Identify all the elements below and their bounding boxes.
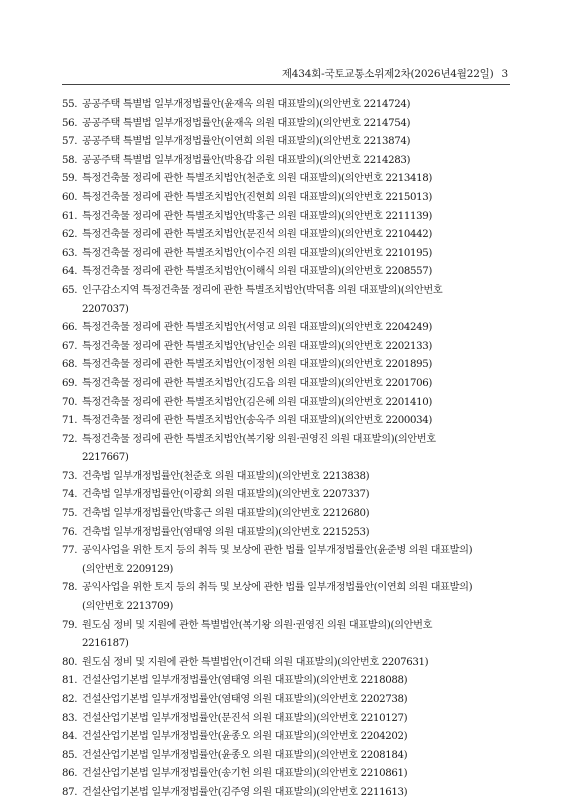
agenda-item-line [62,170,514,189]
agenda-item-line [62,133,514,152]
agenda-item [62,356,514,375]
agenda-item [62,728,514,747]
agenda-item-text: 특정건축물 정리에 관한 특별조치법안(이정헌 의원 대표발의)(의안번호 2201895) [82,359,432,371]
agenda-item [62,691,514,710]
agenda-item-text: 특정건축물 정리에 관한 특별조치법안(이해식 의원 대표발의)(의안번호 2208557) [82,266,432,278]
agenda-item-number: 86. [62,768,78,780]
agenda-item-line [62,431,514,450]
agenda-item-number: 78. [62,582,78,594]
agenda-item-line [62,468,514,487]
agenda-item-number: 55. [62,99,78,110]
agenda-item-line [62,412,514,431]
agenda-item [62,672,514,691]
page-header [282,66,508,81]
agenda-item [62,468,514,487]
agenda-item-text: 건축법 일부개정법률안(이광희 의원 대표발의)(의안번호 2207337) [82,489,370,501]
agenda-item-line [62,542,514,561]
agenda-item-number: 58. [62,154,78,166]
agenda-item-text: 공익사업을 위한 토지 등의 취득 및 보상에 관한 법률 일부개정법률안(이연희 의원 대표발의) [82,582,473,594]
agenda-item [62,338,514,357]
agenda-item-line [62,208,514,227]
agenda-item-number: 56. [62,117,78,129]
agenda-item-continuation: 2217667) [82,452,129,464]
agenda-item [62,617,514,654]
agenda-item-text: 건설산업기본법 일부개정법률안(문진석 의원 대표발의)(의안번호 2210127) [82,712,408,724]
agenda-item-text: 건설산업기본법 일부개정법률안(윤종오 의원 대표발의)(의안번호 2208184) [82,749,408,761]
agenda-item-number: 75. [62,508,78,520]
agenda-item-text: 특정건축물 정리에 관한 특별조치법안(복기왕 의원·권영진 의원 대표발의)(의안번호 [82,433,436,445]
agenda-item-line [62,765,514,784]
agenda-item-number: 57. [62,136,78,148]
agenda-item [62,245,514,264]
agenda-item-text: 특정건축물 정리에 관한 특별조치법안(송옥주 의원 대표발의)(의안번호 2200034) [82,415,432,427]
agenda-item-number: 68. [62,359,78,371]
agenda-item-number: 63. [62,247,78,259]
agenda-item [62,710,514,729]
agenda-item-number: 77. [62,545,78,557]
agenda-item-number: 83. [62,712,78,724]
agenda-item [62,282,514,319]
agenda-item-text: 원도심 정비 및 지원에 관한 특별법안(복기왕 의원·권영진 의원 대표발의)(의안번호 [82,619,433,631]
agenda-item [62,431,514,468]
agenda-item [62,524,514,543]
page-number: 3 [501,68,508,80]
agenda-item-number: 71. [62,415,78,427]
agenda-item-line [62,375,514,394]
agenda-item [62,542,514,579]
agenda-item [62,394,514,413]
agenda-item-text: 특정건축물 정리에 관한 특별조치법안(김도읍 의원 대표발의)(의안번호 2201706) [82,377,432,389]
agenda-item-text: 건축법 일부개정법률안(박홍근 의원 대표발의)(의안번호 2212680) [82,508,370,520]
agenda-item-text: 특정건축물 정리에 관한 특별조치법안(남인순 의원 대표발의)(의안번호 2202133) [82,340,432,352]
agenda-item [62,170,514,189]
agenda-item [62,747,514,766]
agenda-item [62,319,514,338]
agenda-item-line [62,672,514,691]
agenda-item-line [62,338,514,357]
agenda-item-line [62,579,514,598]
agenda-item-number: 72. [62,433,78,445]
agenda-item-number: 85. [62,749,78,761]
agenda-item-text: 건축법 일부개정법률안(염태영 의원 대표발의)(의안번호 2215253) [82,526,370,538]
agenda-item-text: 공익사업을 위한 토지 등의 취득 및 보상에 관한 법률 일부개정법률안(윤준병 의원 대표발의) [82,545,473,557]
agenda-item-line [62,115,514,134]
agenda-item-text: 원도심 정비 및 지원에 관한 특별법안(이건태 의원 대표발의)(의안번호 2207631) [82,656,429,668]
agenda-item-text: 인구감소지역 특정건축물 정리에 관한 특별조치법안(박덕흠 의원 대표발의)(의안번호 [82,284,443,296]
agenda-item-line [62,319,514,338]
agenda-item-text: 특정건축물 정리에 관한 특별조치법안(진현희 의원 대표발의)(의안번호 2215013) [82,191,432,203]
agenda-item-line [62,96,514,115]
agenda-item-number: 84. [62,731,78,743]
agenda-item [62,654,514,673]
agenda-item-line [62,654,514,673]
agenda-item-line [62,282,514,301]
agenda-item-continuation: 2216187) [82,638,129,650]
agenda-item-line [62,189,514,208]
agenda-item-number: 80. [62,656,78,668]
agenda-list [62,96,514,803]
session-info: 제434회-국토교통소위제2차(2026년4월22일) [281,68,494,80]
agenda-item-text: 공공주택 특별법 일부개정법률안(윤재옥 의원 대표발의)(의안번호 2214724) [82,99,411,110]
agenda-item-text: 건설산업기본법 일부개정법률안(송기헌 의원 대표발의)(의안번호 2210861) [82,768,408,780]
agenda-item-line [62,505,514,524]
agenda-item-number: 87. [62,786,78,798]
agenda-item-continuation: (의안번호 2209129) [82,563,174,575]
agenda-item-text: 특정건축물 정리에 관한 특별조치법안(천준호 의원 대표발의)(의안번호 2213418) [82,173,432,185]
agenda-item-number: 61. [62,210,78,222]
agenda-item-line [62,152,514,171]
agenda-item-number: 59. [62,173,78,185]
agenda-item-number: 76. [62,526,78,538]
agenda-item-number: 81. [62,675,78,687]
agenda-item-line [62,356,514,375]
agenda-item-text: 건설산업기본법 일부개정법률안(염태영 의원 대표발의)(의안번호 2202738) [82,694,408,705]
agenda-item-line [62,263,514,282]
agenda-item [62,486,514,505]
agenda-item-continuation: (의안번호 2213709) [82,601,174,613]
agenda-item-line [62,617,514,636]
agenda-item [62,263,514,282]
agenda-item-number: 60. [62,191,78,203]
agenda-item-line [62,691,514,710]
agenda-item [62,208,514,227]
agenda-item-number: 70. [62,396,78,408]
agenda-item-line [62,524,514,543]
agenda-item-text: 공공주택 특별법 일부개정법률안(박용갑 의원 대표발의)(의안번호 2214283) [82,154,411,166]
agenda-item-text: 건설산업기본법 일부개정법률안(윤종오 의원 대표발의)(의안번호 2204202) [82,731,408,743]
agenda-item-line [62,394,514,413]
agenda-item [62,226,514,245]
agenda-item-number: 69. [62,377,78,389]
agenda-item-number: 67. [62,340,78,352]
agenda-item-number: 74. [62,489,78,501]
agenda-item-text: 건설산업기본법 일부개정법률안(김주영 의원 대표발의)(의안번호 2211613) [82,786,408,798]
agenda-item-text: 공공주택 특별법 일부개정법률안(이연희 의원 대표발의)(의안번호 2213874) [82,136,411,148]
agenda-item-text: 특정건축물 정리에 관한 특별조치법안(문진석 의원 대표발의)(의안번호 2210442) [82,229,432,241]
agenda-item-number: 62. [62,229,78,241]
agenda-item-number: 64. [62,266,78,278]
agenda-item-line [62,728,514,747]
agenda-item [62,579,514,616]
agenda-item-number: 79. [62,619,78,631]
agenda-item [62,133,514,152]
agenda-item [62,375,514,394]
agenda-item-text: 건축법 일부개정법률안(천준호 의원 대표발의)(의안번호 2213838) [82,470,370,482]
agenda-item-line [62,747,514,766]
agenda-item-number: 65. [62,284,78,296]
agenda-item-text: 건설산업기본법 일부개정법률안(염태영 의원 대표발의)(의안번호 2218088) [82,675,408,687]
agenda-item-line [62,226,514,245]
agenda-item [62,152,514,171]
agenda-item-line [62,486,514,505]
agenda-item-text: 공공주택 특별법 일부개정법률안(윤재옥 의원 대표발의)(의안번호 2214754) [82,117,411,129]
agenda-item-line [62,245,514,264]
agenda-item [62,115,514,134]
agenda-item [62,765,514,784]
agenda-item-text: 특정건축물 정리에 관한 특별조치법안(박홍근 의원 대표발의)(의안번호 2211139) [82,210,432,222]
agenda-item [62,96,514,115]
agenda-item-number: 73. [62,470,78,482]
agenda-item [62,505,514,524]
header-rule [62,84,510,85]
agenda-item-text: 특정건축물 정리에 관한 특별조치법안(이수진 의원 대표발의)(의안번호 2210195) [82,247,432,259]
agenda-item [62,189,514,208]
agenda-item [62,412,514,431]
agenda-item-continuation: 2207037) [82,303,129,315]
agenda-item-line [62,710,514,729]
agenda-item-number: 66. [62,322,78,334]
agenda-item-text: 특정건축물 정리에 관한 특별조치법안(서영교 의원 대표발의)(의안번호 2204249) [82,322,432,334]
agenda-item-text: 특정건축물 정리에 관한 특별조치법안(김은혜 의원 대표발의)(의안번호 2201410) [82,396,432,408]
agenda-item-number: 82. [62,694,78,705]
